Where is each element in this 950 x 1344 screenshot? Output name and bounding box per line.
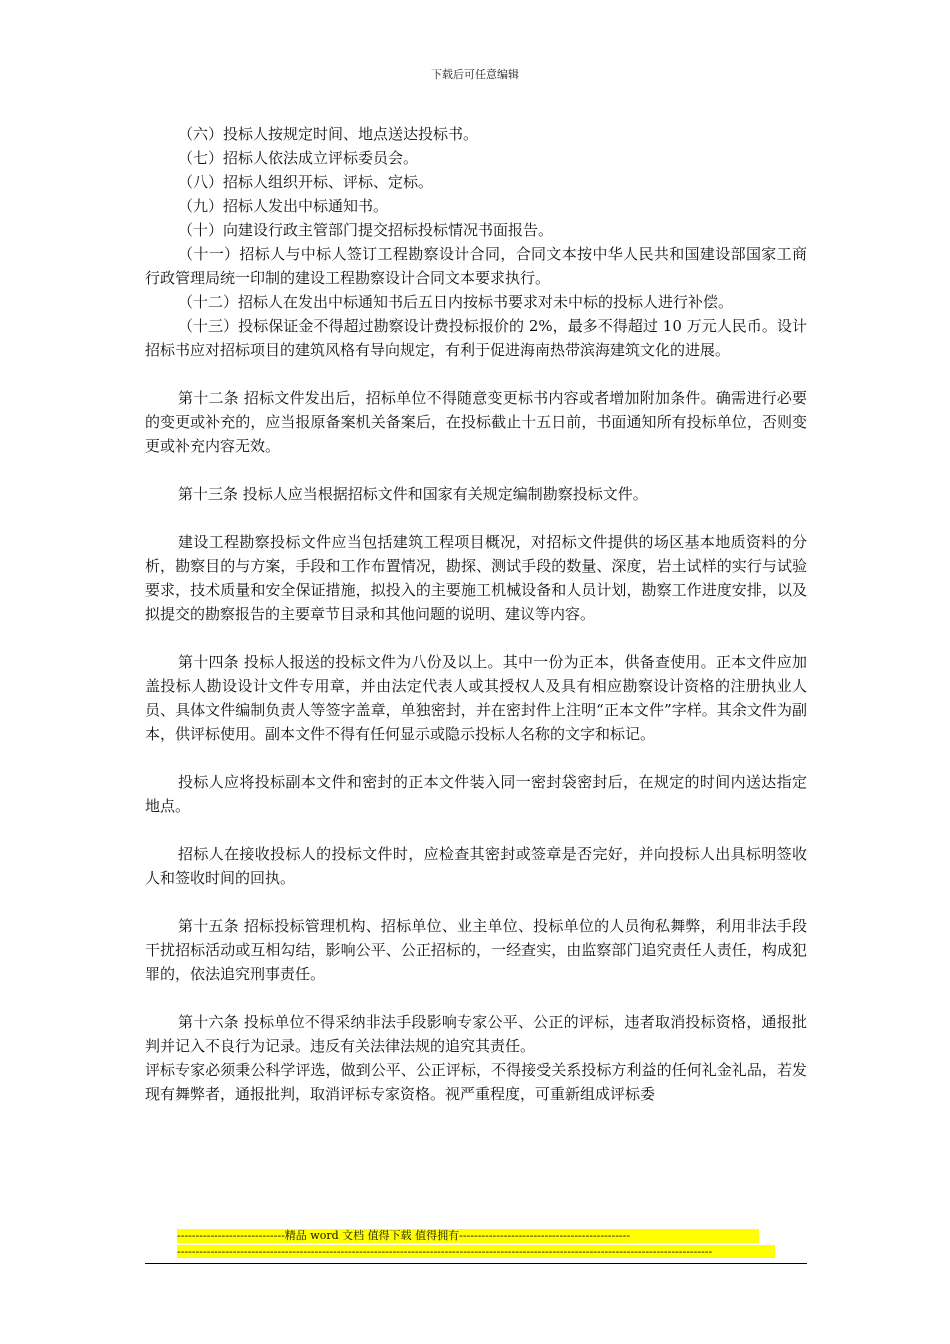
list-item: （七）招标人依法成立评标委员会。: [178, 149, 419, 167]
footer-banner: -----------------------------精品 word 文档 值得下载 值得拥有----------------------------------------------: [177, 1229, 759, 1243]
paragraph-gap: [145, 746, 807, 770]
footer-rule: [145, 1263, 807, 1264]
list-item: （十一）招标人与中标人签订工程勘察设计合同，合同文本按中华人民共和国建设部国家工商行政管理局统一印制的建设工程勘察设计合同文本要求执行。: [145, 245, 807, 287]
article-15: 第十五条 招标投标管理机构、招标单位、业主单位、投标单位的人员徇私舞弊，利用非法手段干扰招标活动或互相勾结，影响公平、公正招标的，一经查实，由监察部门追究责任人责任，构成犯罪的，依法追究刑事责任。: [145, 917, 807, 983]
list-item: （八）招标人组织开标、评标、定标。: [178, 173, 434, 191]
paragraph-gap: [145, 626, 807, 650]
list-item: （九）招标人发出中标通知书。: [178, 197, 389, 215]
list-item: （六）投标人按规定时间、地点送达投标书。: [178, 125, 479, 143]
article-14: 第十四条 投标人报送的投标文件为八份及以上。其中一份为正本，供备查使用。正本文件应加盖投标人勘设设计文件专用章，并由法定代表人或其授权人及具有相应勘察设计资格的注册执业人员、具体文件编制负责人等签字盖章，单独密封，并在密封件上注明“正本文件”字样。其余文件为副本，供评标使用。副本文件不得有任何显示或隐示投标人名称的文字和标记。: [145, 653, 807, 743]
footer-dashes: ------------------------------------------------------------------------------------------------------------------------------------------------: [177, 1245, 775, 1258]
paragraph-gap: [145, 458, 807, 482]
paragraph-gap: [145, 890, 807, 914]
document-body: [145, 122, 807, 1106]
paragraph-gap: [145, 362, 807, 386]
paragraph: 招标人在接收投标人的投标文件时，应检查其密封或签章是否完好，并向投标人出具标明签收人和签收时间的回执。: [145, 845, 807, 887]
paragraph: 评标专家必须秉公科学评选，做到公平、公正评标，不得接受关系投标方利益的任何礼金礼品，若发现有舞弊者，通报批判，取消评标专家资格。视严重程度，可重新组成评标委: [145, 1061, 807, 1103]
paragraph-gap: [145, 818, 807, 842]
page-header: 下载后可任意编辑: [431, 68, 519, 81]
article-16: 第十六条 投标单位不得采纳非法手段影响专家公平、公正的评标，违者取消投标资格，通报批判并记入不良行为记录。违反有关法律法规的追究其责任。: [145, 1013, 807, 1055]
paragraph-gap: [145, 986, 807, 1010]
list-item: （十三）投标保证金不得超过勘察设计费投标报价的 2%，最多不得超过 10 万元人民币。设计招标书应对招标项目的建筑风格有导向规定，有利于促进海南热带滨海建筑文化的进展。: [145, 317, 807, 359]
list-item: （十）向建设行政主管部门提交招标投标情况书面报告。: [178, 221, 554, 239]
list-item: （十二）招标人在发出中标通知书后五日内按标书要求对未中标的投标人进行补偿。: [178, 293, 734, 311]
article-13: 第十三条 投标人应当根据招标文件和国家有关规定编制勘察投标文件。: [178, 485, 648, 503]
paragraph: 建设工程勘察投标文件应当包括建筑工程项目概况，对招标文件提供的场区基本地质资料的分析，勘察目的与方案，手段和工作布置情况，勘探、测试手段的数量、深度，岩土试样的实行与试验要求，技术质量和安全保证措施，拟投入的主要施工机械设备和人员计划，勘察工作进度安排，以及拟提交的勘察报告的主要章节目录和其他问题的说明、建议等内容。: [145, 533, 807, 623]
article-12: 第十二条 招标文件发出后，招标单位不得随意变更标书内容或者增加附加条件。确需进行必要的变更或补充的，应当报原备案机关备案后，在投标截止十五日前，书面通知所有投标单位，否则变更或补充内容无效。: [145, 389, 807, 455]
paragraph: 投标人应将投标副本文件和密封的正本文件装入同一密封袋密封后，在规定的时间内送达指定地点。: [145, 773, 807, 815]
paragraph-gap: [145, 506, 807, 530]
